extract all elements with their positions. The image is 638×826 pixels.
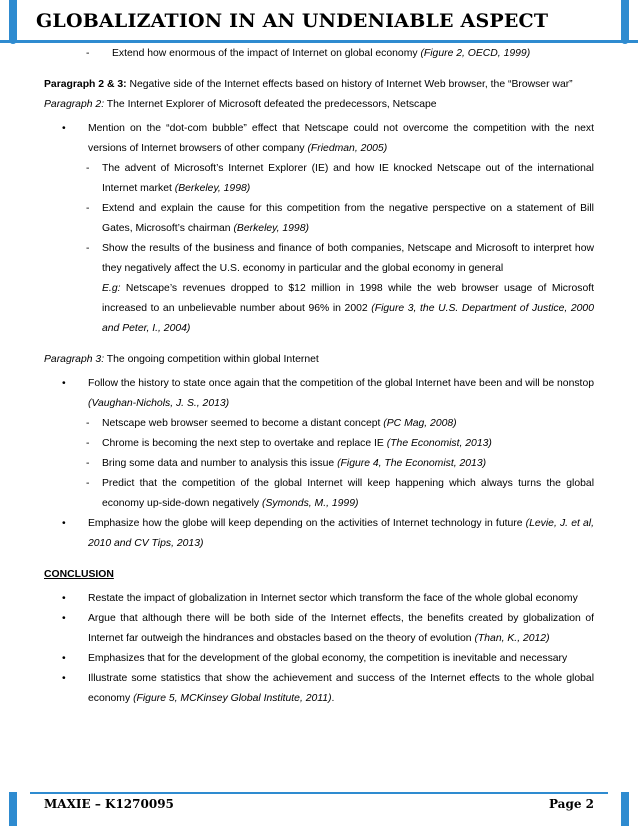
list-item: - Extend and explain the cause for this competition from the negative perspective on a statement of Bill Gates, Microsoft’s chairman (Berkeley, 1998) [86,203,594,234]
bullet-item: • Follow the history to state once again that the competition of the global Internet have been and will be nonstop (Vaughan-Nichols, J. S., 2013) [44,374,594,414]
bullet-item: • Emphasizes that for the development of the global economy, the competition is inevitable and necessary [62,653,568,664]
page-footer [44,797,594,811]
bullet-item: • Argue that although there will be both side of the Internet effects, the benefits created by globalization of Internet far outweigh the hindrances and obstacles based on the theory of evolution (Than, K., 2012) [62,613,594,644]
bullet-item: • Restate the impact of globalization in Internet sector which transform the face of the whole global economy [62,593,578,604]
list-item: - The advent of Microsoft’s Internet Explorer (IE) and how IE knocked Netscape out of the international Internet market (Berkeley, 1998) [86,163,594,194]
footer-author: MAXIE – K1270095 [44,797,174,811]
list-item: - Chrome is becoming the next step to overtake and replace IE (The Economist, 2013) [86,438,492,449]
footer-right-bar [621,792,629,826]
bullet-item: • Illustrate some statistics that show the achievement and success of the Internet effects to the whole global economy (Figure 5, MCKinsey Global Institute, 2011). [62,673,594,704]
bullet-icon: • [62,518,66,529]
list-item: - Predict that the competition of the global Internet will keep happening which always turns the global economy up-side-down negatively (Symonds, M., 1999) [86,478,594,509]
list-item: - Bring some data and number to analysis this issue (Figure 4, The Economist, 2013) [86,458,487,469]
footer-rule [30,792,608,794]
list-item: - Extend how enormous of the impact of Internet on global economy (Figure 2, OECD, 1999) [44,44,594,64]
bullet-icon: • [62,378,66,389]
example-text: E.g: Netscape’s revenues dropped to $12 million in 1998 while the web browser usage of Microsoft increased to an unbelievable number about 96% in 2002 (Figure 3, the U.S. Department of Justice, 2000 and Peter, I., 2004) [102,283,594,334]
bullet-item: • Emphasize how the globe will keep depending on the activities of Internet technology in future (Levie, J. et al, 2010 and CV Tips, 2013) [44,514,594,554]
footer-left-bar [9,792,17,826]
paragraph-heading: Paragraph 2 & 3: Negative side of the Internet effects based on history of Internet Web browser, the “Browser war” [44,79,573,90]
paragraph-heading: Paragraph 2: The Internet Explorer of Microsoft defeated the predecessors, Netscape [44,99,437,110]
conclusion-heading: CONCLUSION [44,569,114,580]
paragraph-heading: Paragraph 3: The ongoing competition within global Internet [44,354,319,365]
bullet-item: • Mention on the “dot-com bubble” effect that Netscape could not overcome the competition with the next versions of Internet browsers of other company (Friedman, 2005) [44,119,594,159]
list-item: - Netscape web browser seemed to become a distant concept (PC Mag, 2008) [86,418,457,429]
list-item: - Show the results of the business and finance of both companies, Netscape and Microsoft to interpret how they negatively affect the U.S. economy in particular and the global economy in general [86,243,594,274]
page-number: Page 2 [548,797,594,811]
header-rule [0,40,638,43]
document-body [44,44,594,709]
header-right-bar [621,0,629,44]
dash-marker: - [86,48,90,59]
document-title: GLOBALIZATION IN AN UNDENIABLE ASPECT [36,10,549,32]
page-header [0,0,638,44]
bullet-icon: • [62,123,66,134]
header-left-bar [9,0,17,44]
